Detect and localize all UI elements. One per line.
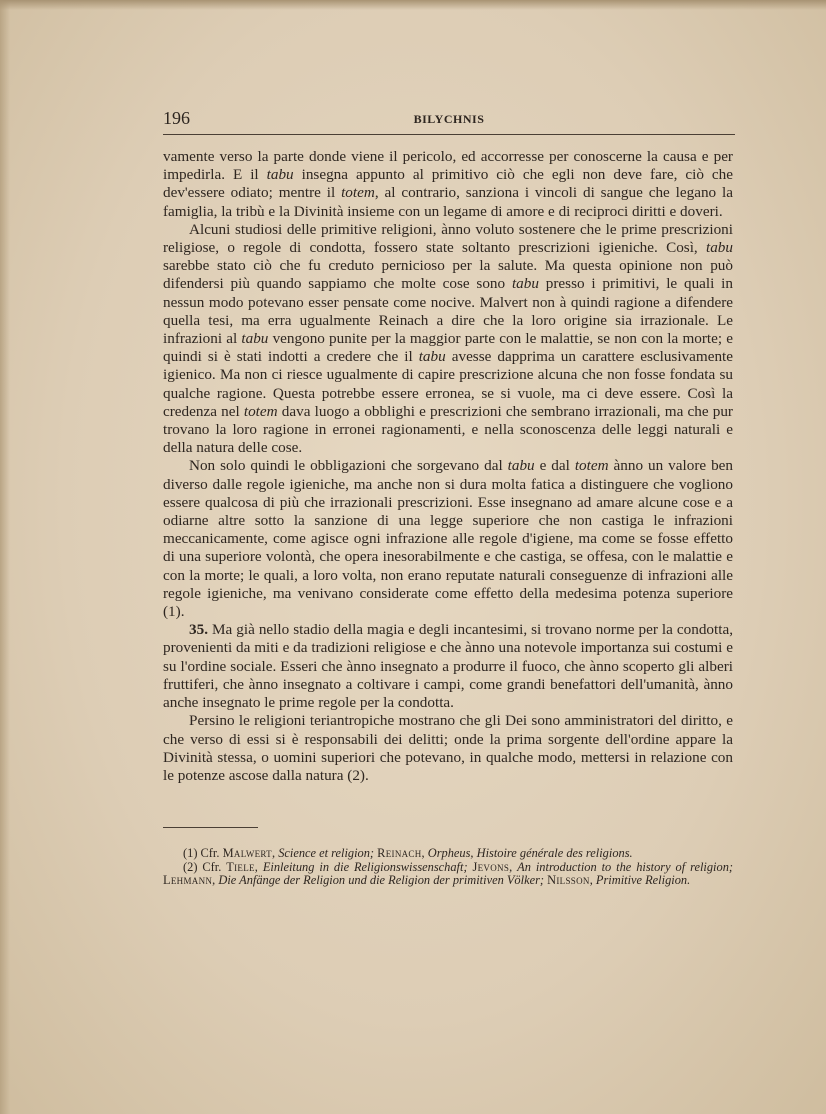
footnote-2: (2) Cfr. Tiele, Einleitung in die Religionswissenschaft; Jevons, An introduction to the history of religion; Lehmann, Die Anfänge der Religion und die Religion der primitiven Völker; Nilsson, Primitive Religion.	[163, 859, 734, 887]
page-header	[163, 108, 735, 135]
footnotes	[163, 847, 733, 888]
section-number: 35.	[189, 621, 208, 639]
body-text	[163, 148, 733, 785]
running-title: BILYCHNIS	[413, 112, 485, 126]
paragraph-3: Non solo quindi le obbligazioni che sorgevano dal tabu e dal totem ànno un valore ben diverso dalle regole igieniche, ma anche non si dura molta fatica a distinguere che vogliono essere qualcosa di più che irrazionali prescrizioni. Esse insegnano ad amare alcune cose e a odiarne altre sotto la sanzione di una legge superiore che non castiga le infrazioni meccanicamente, come agisce ogni infrazione alle regole d'igiene, ma come se fosse effetto di una superiore volontà, che opera inesorabilmente e che castiga, se offesa, con le malattie e con la morte; le quali, a loro volta, non erano reputate naturali conseguenze di infrazioni alle regole igieniche, ma venivano considerate come effetto della medesima potenza superiore (1).	[163, 457, 734, 621]
paragraph-1: vamente verso la parte donde viene il pericolo, ed accorresse per conoscerne la causa e per impedirla. E il tabu insegna appunto al primitivo ciò che egli non deve fare, ciò che dev'essere odiato; mentre il totem, al contrario, sanziona i vincoli di sangue che legano la famiglia, la tribù e la Divinità insieme con un legame di amore e di reciproci diritti e doveri.	[163, 148, 733, 220]
page-number: 196	[163, 108, 190, 128]
page-edge-left	[0, 0, 10, 1114]
footnote-1: (1) Cfr. Malwert, Science et religion; Reinach, Orpheus, Histoire générale des religions.	[183, 846, 633, 860]
page-edge-top	[0, 0, 826, 10]
paragraph-5: Persino le religioni teriantropiche mostrano che gli Dei sono amministratori del diritto, e che verso di essi si è responsabili dei delitti; onde la prima sorgente dell'ordine appare la Divinità stessa, o uomini superiori che potevano, in qualche modo, mettersi in relazione con le potenze ascose dalla natura (2).	[163, 712, 733, 784]
paragraph-section-35: 35. Ma già nello stadio della magia e degli incantesimi, si trovano norme per la condotta, provenienti da miti e da tradizioni religiose e che ànno una notevole importanza sui costumi e su l'ordine sociale. Esseri che ànno insegnato a produrre il fuoco, che ànno scoperto gli alberi fruttiferi, che ànno insegnato a coltivare i campi, come grandi benefattori dell'umanità, ànno anche insegnato le prime regole per la condotta.	[163, 621, 733, 712]
paragraph-2: Alcuni studiosi delle primitive religioni, ànno voluto sostenere che le prime prescrizioni religiose, o regole di condotta, fossero state soltanto prescrizioni igieniche. Così, tabu sarebbe stato ciò che fu creduto pernicioso per la salute. Ma questa opinione non può difendersi più quando sappiamo che molte cose sono tabu presso i primitivi, le quali in nessun modo potevano esser pensate come nocive. Malvert non à quindi ragione a difendere quella tesi, ma erra ugualmente Reinach a dire che la loro origine sia irrazionale. Le infrazioni al tabu vengono punite per la maggior parte con le malattie, se non con la morte; e quindi si è stati indotti a credere che il tabu avesse dapprima un carattere esclusivamente igienico. Ma non ci riesce ugualmente di capire prescrizione alcuna che non fosse fondata su qualche ragione. Questa potrebbe essere erronea, se si vuole, ma ci deve essere. Così la credenza nel totem dava luogo a obblighi e prescrizioni che sembrano irrazionali, ma che pur trovano la loro ragione in erronei ragionamenti, e nella sconoscenza delle leggi naturali e della natura delle cose.	[163, 220, 734, 457]
footnote-divider	[163, 827, 258, 828]
